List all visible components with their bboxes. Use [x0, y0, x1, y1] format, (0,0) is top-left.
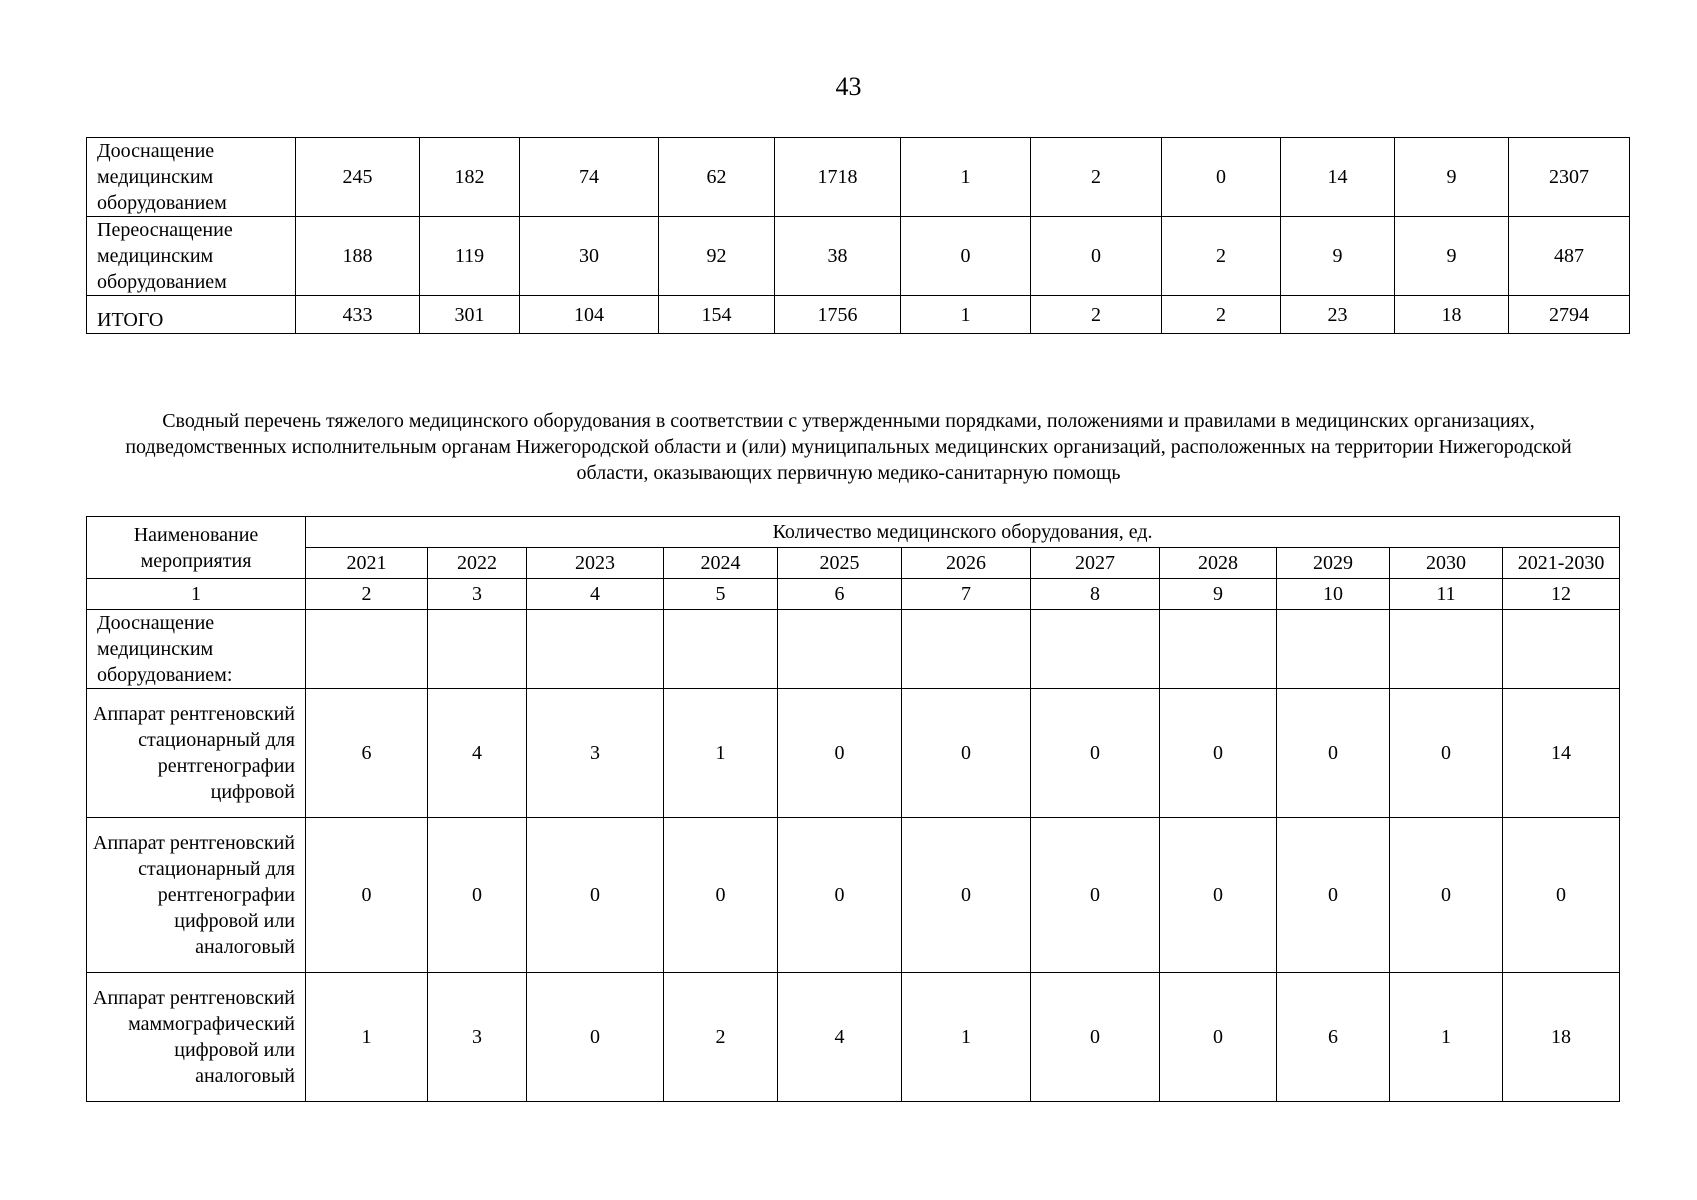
value-cell: 62 — [659, 138, 775, 217]
table-row — [87, 138, 1630, 217]
value-cell: 0 — [901, 217, 1031, 296]
value-cell: 30 — [520, 217, 659, 296]
empty-cell — [1503, 610, 1620, 689]
empty-cell — [902, 610, 1031, 689]
value-cell: 4 — [428, 689, 527, 818]
value-cell: 188 — [296, 217, 420, 296]
value-cell: 2794 — [1509, 296, 1630, 334]
value-cell: 3 — [527, 689, 664, 818]
column-number: 1 — [87, 579, 306, 610]
value-cell: 0 — [1160, 973, 1277, 1102]
value-cell: 2 — [664, 973, 778, 1102]
value-cell: 245 — [296, 138, 420, 217]
value-cell: 0 — [1031, 818, 1160, 973]
value-cell: 0 — [1160, 818, 1277, 973]
column-number: 9 — [1160, 579, 1277, 610]
value-cell: 14 — [1281, 138, 1395, 217]
value-cell: 0 — [1162, 138, 1281, 217]
column-number: 10 — [1277, 579, 1390, 610]
value-cell: 2 — [1031, 138, 1162, 217]
value-cell: 9 — [1395, 217, 1509, 296]
value-cell: 1756 — [775, 296, 901, 334]
value-cell: 4 — [778, 973, 902, 1102]
header-name-cell: Наименование мероприятия — [87, 517, 306, 579]
heavy-equipment-table — [86, 516, 1620, 1102]
value-cell: 0 — [778, 689, 902, 818]
column-number: 8 — [1031, 579, 1160, 610]
value-cell: 2 — [1162, 296, 1281, 334]
column-number: 11 — [1390, 579, 1503, 610]
page-number: 43 — [835, 72, 862, 101]
value-cell: 38 — [775, 217, 901, 296]
value-cell: 0 — [902, 689, 1031, 818]
section-heading: Сводный перечень тяжелого медицинского оборудования в соответствии с утвержденными порядками, положениями и правилами в медицинских организациях, подведомственных исполнительным органам Нижегородской области и (или) муниципальных медицинских организаций, расположенных на территории Нижегородской области, оказывающих первичную медико-санитарную помощь — [125, 410, 1572, 484]
column-number: 2 — [306, 579, 428, 610]
year-header: 2027 — [1031, 548, 1160, 579]
value-cell: 23 — [1281, 296, 1395, 334]
value-cell: 0 — [902, 818, 1031, 973]
column-number: 5 — [664, 579, 778, 610]
value-cell: 0 — [428, 818, 527, 973]
header-group-cell: Количество медицинского оборудования, ед. — [306, 517, 1620, 548]
row-label: Переоснащение медицинским оборудованием — [87, 217, 296, 296]
value-cell: 433 — [296, 296, 420, 334]
year-header: 2021 — [306, 548, 428, 579]
year-header: 2029 — [1277, 548, 1390, 579]
value-cell: 2 — [1031, 296, 1162, 334]
value-cell: 2307 — [1509, 138, 1630, 217]
value-cell: 9 — [1281, 217, 1395, 296]
value-cell: 0 — [1031, 973, 1160, 1102]
value-cell: 0 — [1390, 689, 1503, 818]
value-cell: 0 — [306, 818, 428, 973]
value-cell: 0 — [664, 818, 778, 973]
table-row — [87, 818, 1620, 973]
empty-cell — [1031, 610, 1160, 689]
year-header: 2026 — [902, 548, 1031, 579]
equipment-label: Аппарат рентгеновский стационарный для рентгенографии цифровой или аналоговый — [87, 818, 306, 973]
value-cell: 301 — [420, 296, 520, 334]
value-cell: 182 — [420, 138, 520, 217]
value-cell: 0 — [527, 818, 664, 973]
value-cell: 92 — [659, 217, 775, 296]
column-number: 3 — [428, 579, 527, 610]
row-label: ИТОГО — [87, 296, 296, 334]
column-number: 6 — [778, 579, 902, 610]
year-header: 2025 — [778, 548, 902, 579]
value-cell: 1 — [1390, 973, 1503, 1102]
year-header: 2021-2030 — [1503, 548, 1620, 579]
empty-cell — [1160, 610, 1277, 689]
value-cell: 119 — [420, 217, 520, 296]
value-cell: 0 — [1390, 818, 1503, 973]
value-cell: 18 — [1503, 973, 1620, 1102]
column-number: 7 — [902, 579, 1031, 610]
section-label: Дооснащение медицинским оборудованием: — [87, 610, 306, 689]
empty-cell — [664, 610, 778, 689]
column-number: 12 — [1503, 579, 1620, 610]
empty-cell — [778, 610, 902, 689]
table-row — [87, 973, 1620, 1102]
empty-cell — [1390, 610, 1503, 689]
value-cell: 0 — [1160, 689, 1277, 818]
equipment-summary-table — [86, 137, 1630, 334]
year-header: 2024 — [664, 548, 778, 579]
value-cell: 0 — [778, 818, 902, 973]
value-cell: 487 — [1509, 217, 1630, 296]
value-cell: 74 — [520, 138, 659, 217]
value-cell: 1 — [306, 973, 428, 1102]
value-cell: 0 — [527, 973, 664, 1102]
equipment-label: Аппарат рентгеновский маммографический цифровой или аналоговый — [87, 973, 306, 1102]
value-cell: 0 — [1277, 689, 1390, 818]
value-cell: 104 — [520, 296, 659, 334]
value-cell: 0 — [1503, 818, 1620, 973]
year-header: 2030 — [1390, 548, 1503, 579]
value-cell: 6 — [306, 689, 428, 818]
value-cell: 14 — [1503, 689, 1620, 818]
value-cell: 1718 — [775, 138, 901, 217]
column-number: 4 — [527, 579, 664, 610]
row-label: Дооснащение медицинским оборудованием — [87, 138, 296, 217]
value-cell: 6 — [1277, 973, 1390, 1102]
value-cell: 1 — [901, 296, 1031, 334]
empty-cell — [428, 610, 527, 689]
value-cell: 0 — [1277, 818, 1390, 973]
empty-cell — [1277, 610, 1390, 689]
year-header: 2022 — [428, 548, 527, 579]
value-cell: 3 — [428, 973, 527, 1102]
year-header: 2023 — [527, 548, 664, 579]
value-cell: 9 — [1395, 138, 1509, 217]
value-cell: 0 — [1031, 689, 1160, 818]
table-row — [87, 689, 1620, 818]
year-header: 2028 — [1160, 548, 1277, 579]
table-row — [87, 217, 1630, 296]
value-cell: 1 — [901, 138, 1031, 217]
equipment-label: Аппарат рентгеновский стационарный для рентгенографии цифровой — [87, 689, 306, 818]
value-cell: 18 — [1395, 296, 1509, 334]
empty-cell — [527, 610, 664, 689]
table-row — [87, 296, 1630, 334]
value-cell: 1 — [902, 973, 1031, 1102]
value-cell: 1 — [664, 689, 778, 818]
value-cell: 0 — [1031, 217, 1162, 296]
empty-cell — [306, 610, 428, 689]
value-cell: 2 — [1162, 217, 1281, 296]
value-cell: 154 — [659, 296, 775, 334]
